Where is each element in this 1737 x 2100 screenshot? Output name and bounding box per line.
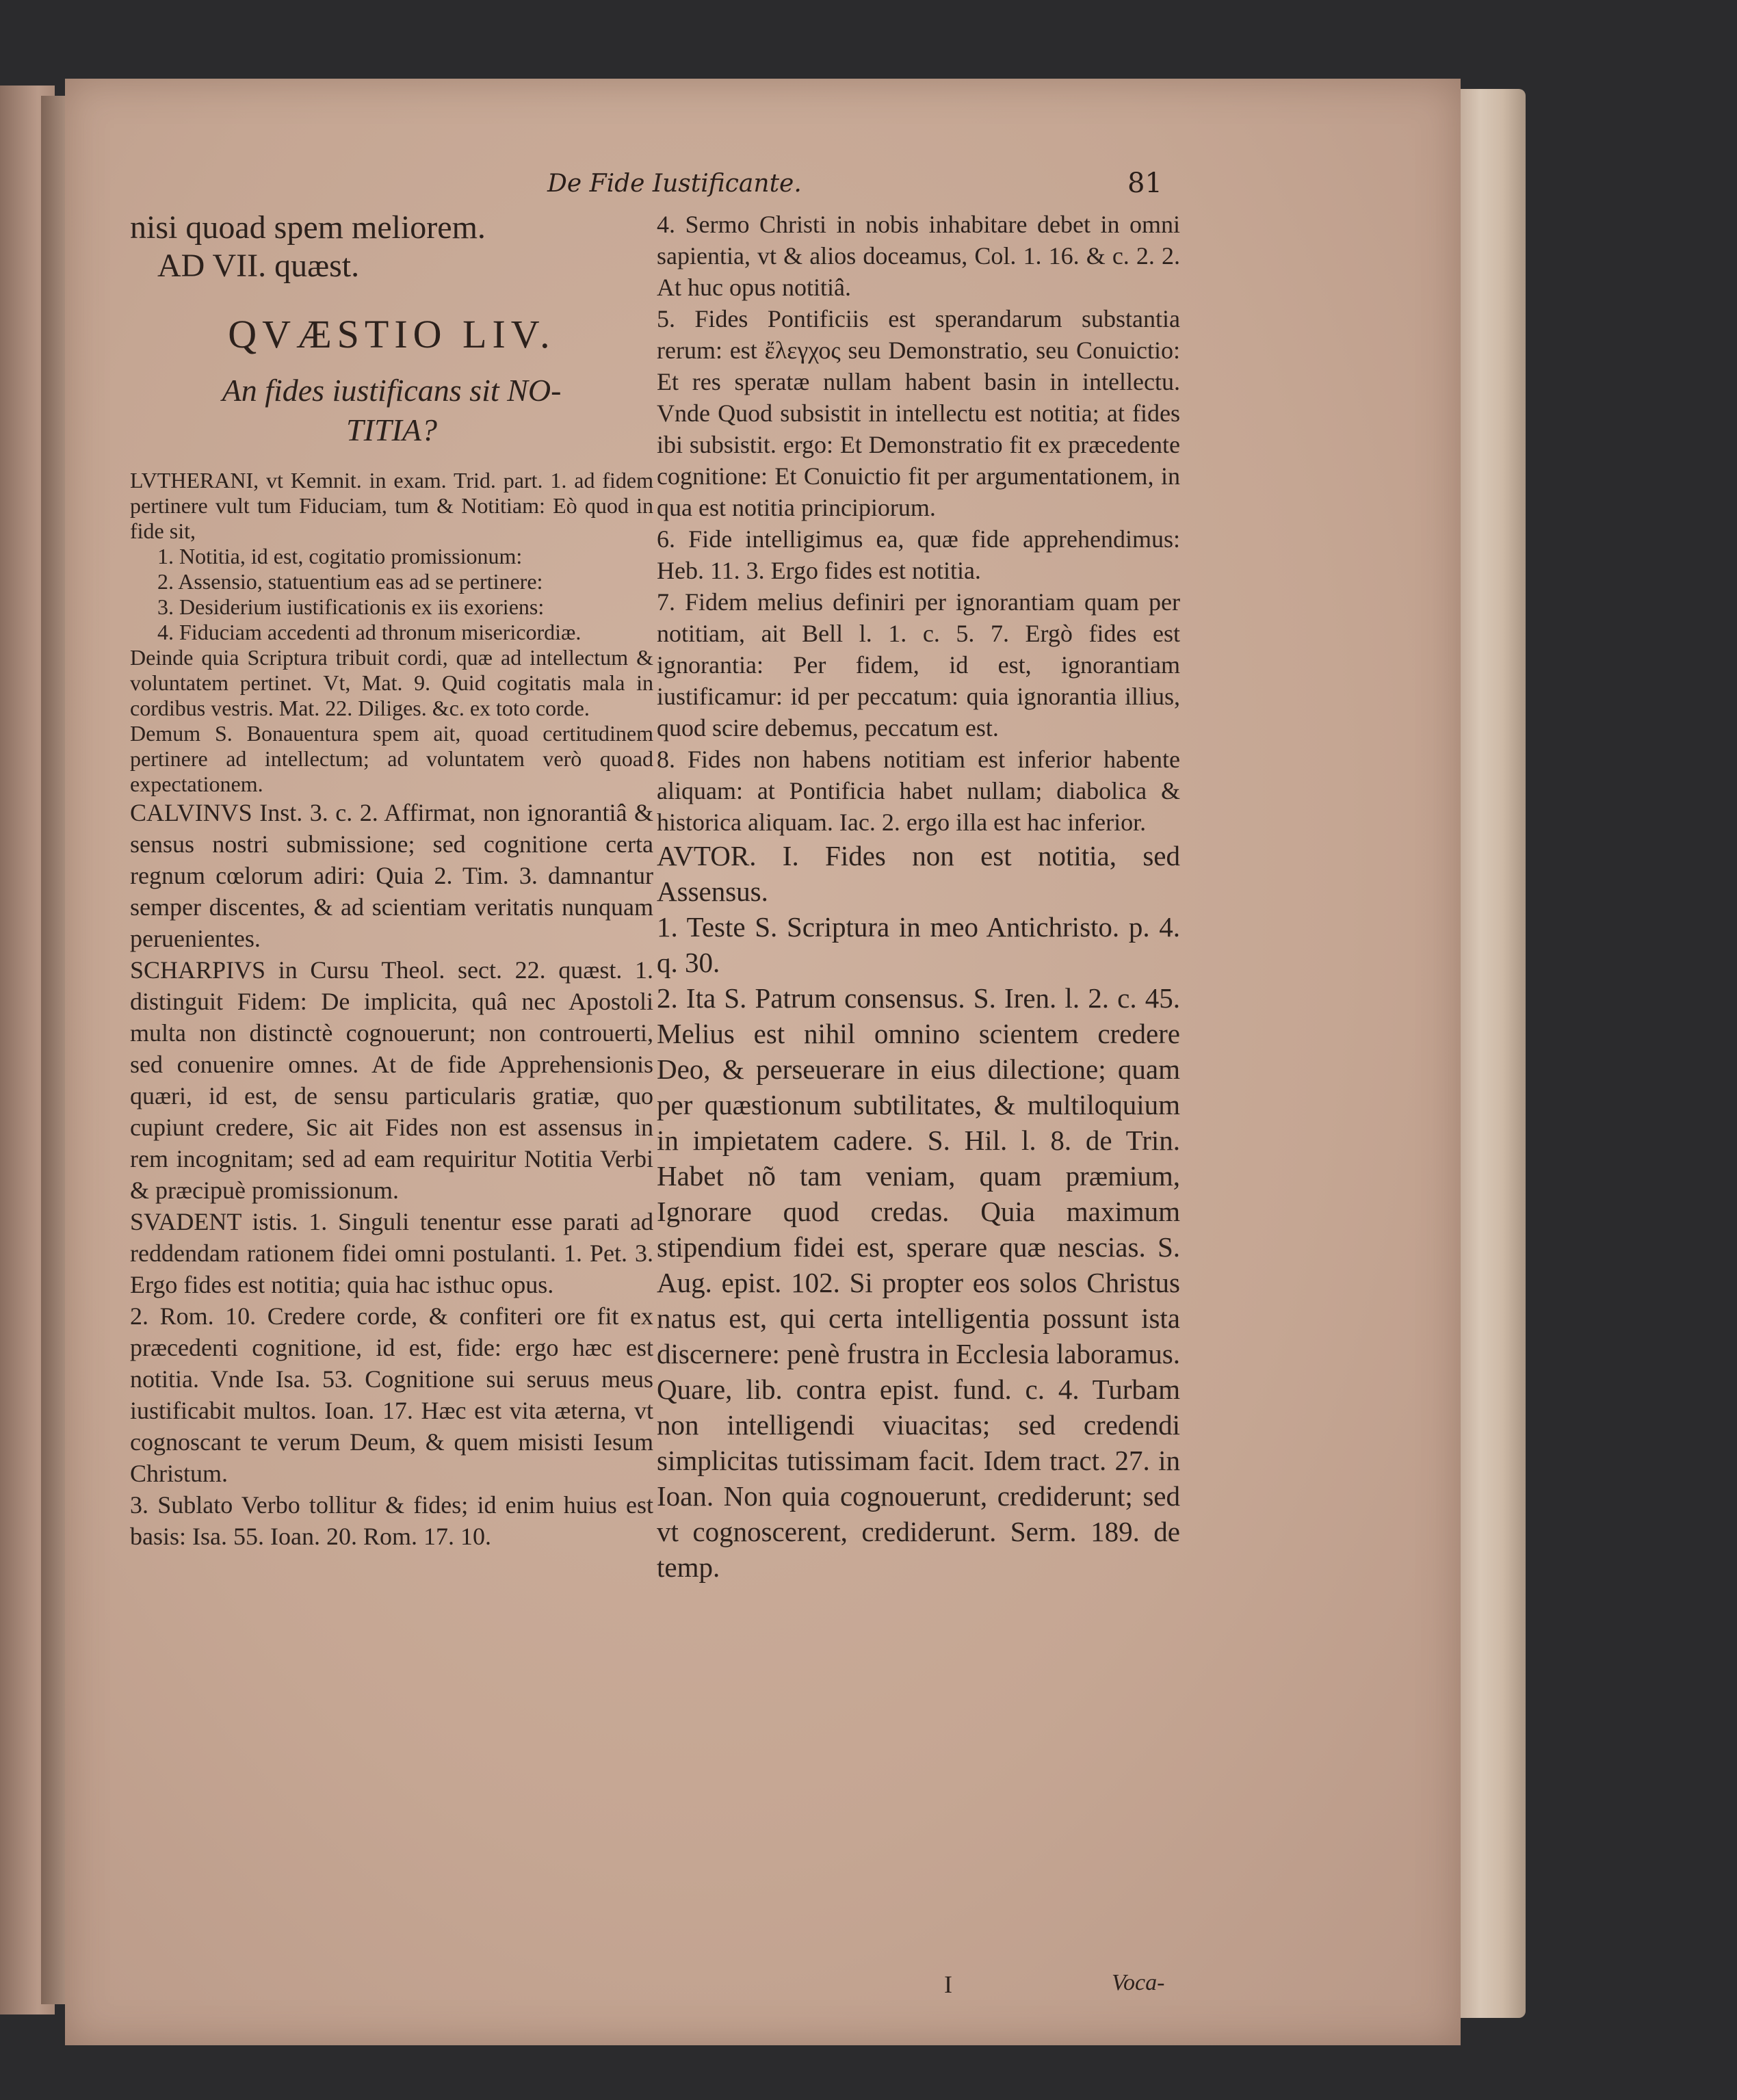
page-number: 81 [1127, 168, 1162, 199]
paragraph: 2. Rom. 10. Credere corde, & confiteri ore fit ex præcedenti cognitione, id est, fide: ergo hæc est notitia. Vnde Isa. 53. Cognitione sui seruus meus iustificabit multos. Ioan. 17. Hæc est vita æterna, vt cognoscant te verum Deum, & quem misisti Iesum Christum. [130, 1302, 653, 1487]
left-column [130, 209, 653, 1552]
paragraph: 1. Teste S. Scriptura in meo Antichristo. p. 4. q. 30. [657, 911, 1180, 978]
paragraph: 3. Sublato Verbo tollitur & fides; id enim huius est basis: Isa. 55. Ioan. 20. Rom. 17. 10. [130, 1491, 653, 1550]
paragraph: Deinde quia Scriptura tribuit cordi, quæ ad intellectum & voluntatem pertinet. Vt, Mat. 9. Quid cogitatis mala in cordibus vestris. Mat. 22. Diliges. &c. ex toto corde. [130, 645, 653, 720]
running-head: De Fide Iustificante. [547, 170, 802, 198]
list-item: 2. Assensio, statuentium eas ad se pertinere: [157, 569, 543, 594]
catchword: Voca- [1112, 1970, 1165, 1995]
list-item: 4. Fiduciam accedenti ad thronum misericordiæ. [157, 620, 582, 644]
author-heading: AVTOR. I. Fides non est notitia, sed Assensus. [657, 840, 1180, 907]
question-title: QVÆSTIO LIV. [228, 312, 556, 356]
paragraph: SCHARPIVS in Cursu Theol. sect. 22. quæst. 1. distinguit Fidem: De implicita, quâ nec Apostoli multa non distinctè cognouerunt; non controuerti, sed conuenire omnes. At de fide Apprehensionis quæri, id est, de sensu particularis gratiæ, quo cupiunt credere, Sic ait Fides non est assensus in rem incognitam; sed ad eam requiritur Notitia Verbi & præcipuè promissionum. [130, 956, 653, 1204]
paragraph: 6. Fide intelligimus ea, quæ fide apprehendimus: Heb. 11. 3. Ergo fides est notitia. [657, 525, 1180, 584]
list-item: 3. Desiderium iustificationis ex iis exoriens: [157, 594, 545, 619]
paragraph: SVADENT istis. 1. Singuli tenentur esse parati ad reddendam rationem fidei omni postulanti. 1. Pet. 3. Ergo fides est notitia; quia hac isthuc opus. [130, 1208, 653, 1298]
paragraph: CALVINVS Inst. 3. c. 2. Affirmat, non ignorantiâ & sensus nostri submissione; sed cognitione certa regnum cœlorum adiri: Quia 2. Tim. 3. damnantur semper discentes, & ad scientiam veritatis nunquam peruenientes. [130, 799, 653, 952]
list-item: 1. Notitia, id est, cogitatio promissionum: [157, 544, 523, 568]
question-subtitle-2: TITIA? [346, 412, 437, 447]
paragraph: 2. Ita S. Patrum consensus. S. Iren. l. 2. c. 45. Melius est nihil omnino scientem credere Deo, & perseuerare in eius dilectione; quam per quæstionum subtilitates, & multiloquium in impietatem cadere. S. Hil. l. 8. de Trin. Habet nõ tam veniam, quam præmium, Ignorare quod credas. Quia maximum stipendium fidei est, sperare quæ nescias. S. Aug. epist. 102. Si propter eos solos Christus natus est, qui certa intelligentia possunt ista discernere: penè frustra in Ecclesia laboramus. Quare, lib. contra epist. fund. c. 4. Turbam non intelligendi viuacitas; sed credendi simplicitas tutissimam facit. Idem tract. 27. in Ioan. Non quia cognouerunt, crediderunt; sed vt cognoscerent, crediderunt. Serm. 189. de temp. [657, 982, 1180, 1583]
paragraph: 5. Fides Pontificiis est sperandarum substantia rerum: est ἔλεγχος seu Demonstratio, seu Conuictio: Et res speratæ nullam habent basin in intellectu. Vnde Quod subsistit in intellectu est notitia; at fides ibi subsistit. ergo: Et Demonstratio fit ex præcedente cognitione: Et Conuictio fit per argumentationem, in qua est notitia principiorum. [657, 305, 1180, 521]
right-column [657, 209, 1180, 1585]
paragraph: LVTHERANI, vt Kemnit. in exam. Trid. part. 1. ad fidem pertinere vult tum Fiduciam, tum & Notitiam: Eò quod in fide sit, [130, 468, 653, 543]
continuation-line: nisi quoad spem meliorem. [130, 209, 486, 246]
paragraph: 4. Sermo Christi in nobis inhabitare debet in omni sapientia, vt & alios doceamus, Col. 1. 16. & c. 2. 2. At huc opus notitiâ. [657, 211, 1180, 301]
paragraph: 7. Fidem melius definiri per ignorantiam quam per notitiam, ait Bell l. 1. c. 5. 7. Ergò fides est ignorantia: Per fidem, id est, ignorantiam iustificamur: id per peccatum: quia ignorantia illius, quod scire debemus, peccatum est. [657, 588, 1180, 741]
paragraph: 8. Fides non habens notitiam est inferior habente aliquam: at Pontificia habet nullam; diabolica & historica aliquam. Iac. 2. ergo illa est hac inferior. [657, 746, 1180, 836]
section-heading: AD VII. quæst. [157, 248, 360, 284]
signature-mark: I [944, 1971, 952, 1998]
page-fore-edge [1450, 89, 1526, 2018]
paragraph: Demum S. Bonauentura spem ait, quoad certitudinem pertinere ad intellectum; ad voluntatem verò quoad expectationem. [130, 721, 653, 796]
question-subtitle-1: An fides iustificans sit NO- [222, 373, 562, 408]
